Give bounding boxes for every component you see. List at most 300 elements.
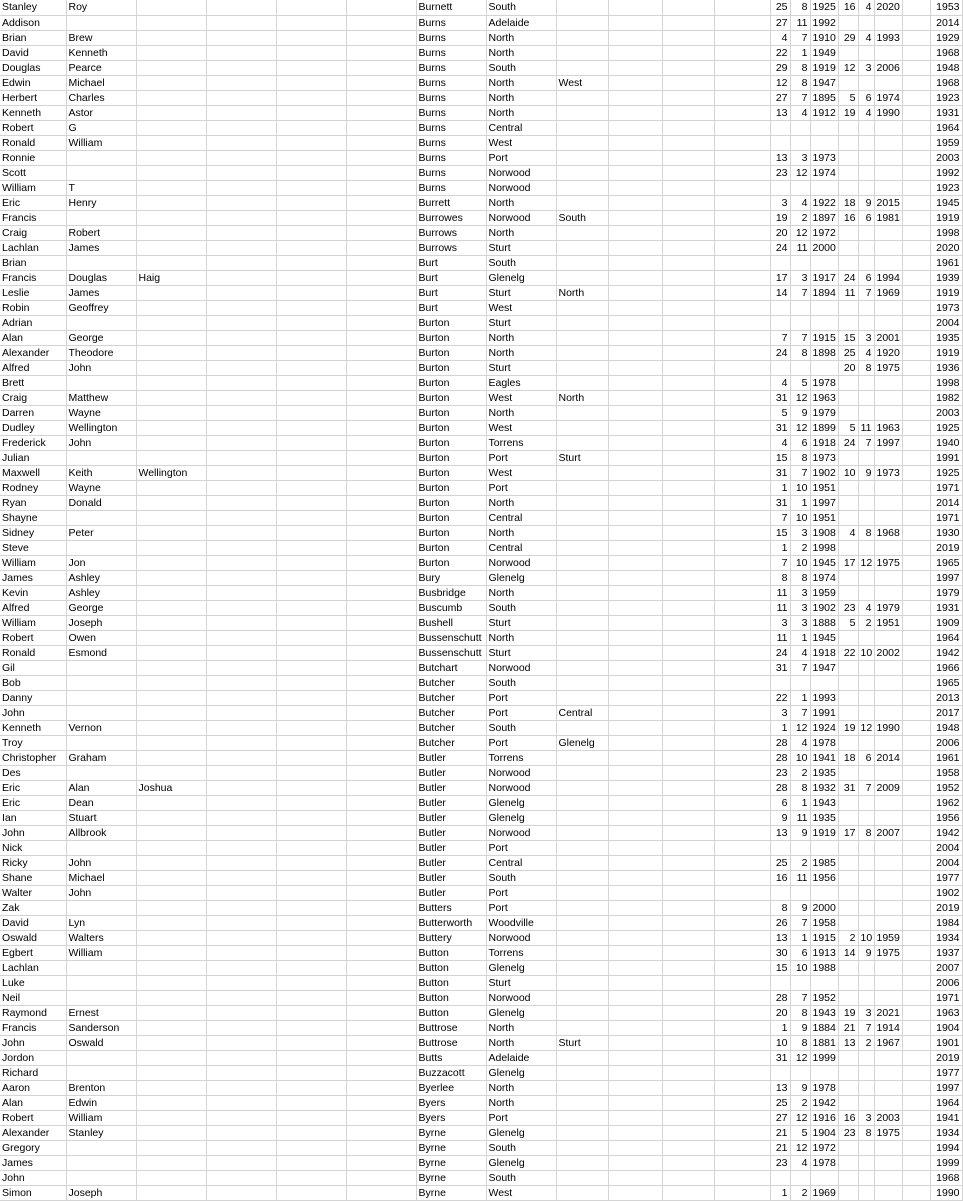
debut-year-cell[interactable]: 1968 xyxy=(930,75,962,90)
grid-cell[interactable] xyxy=(662,1170,714,1185)
middle-name-cell[interactable] xyxy=(66,1170,136,1185)
debut-year-cell[interactable]: 1958 xyxy=(930,765,962,780)
third-name-cell[interactable] xyxy=(136,945,206,960)
grid-cell[interactable] xyxy=(714,300,770,315)
club-cell[interactable]: Port xyxy=(486,150,556,165)
birth-month-cell[interactable]: 2 xyxy=(790,210,810,225)
third-name-cell[interactable] xyxy=(136,1005,206,1020)
birth-year-cell[interactable]: 1915 xyxy=(810,330,838,345)
birth-year-cell[interactable]: 1916 xyxy=(810,1110,838,1125)
death-year-cell[interactable]: 1959 xyxy=(874,930,902,945)
grid-cell[interactable] xyxy=(902,405,930,420)
death-year-cell[interactable]: 2015 xyxy=(874,195,902,210)
grid-cell[interactable] xyxy=(662,630,714,645)
first-name-cell[interactable]: Eric xyxy=(0,780,66,795)
birth-month-cell[interactable] xyxy=(790,1170,810,1185)
grid-cell[interactable] xyxy=(902,180,930,195)
grid-cell[interactable] xyxy=(346,15,416,30)
grid-cell[interactable] xyxy=(608,600,662,615)
grid-cell[interactable] xyxy=(902,480,930,495)
birth-day-cell[interactable]: 31 xyxy=(770,660,790,675)
club-cell[interactable]: Glenelg xyxy=(486,795,556,810)
grid-cell[interactable] xyxy=(902,930,930,945)
surname-cell[interactable]: Burns xyxy=(416,105,486,120)
middle-name-cell[interactable]: Vernon xyxy=(66,720,136,735)
birth-day-cell[interactable]: 1 xyxy=(770,1185,790,1200)
surname-cell[interactable]: Burrows xyxy=(416,240,486,255)
grid-cell[interactable] xyxy=(902,105,930,120)
first-name-cell[interactable]: Edwin xyxy=(0,75,66,90)
third-name-cell[interactable] xyxy=(136,105,206,120)
grid-cell[interactable] xyxy=(276,570,346,585)
first-name-cell[interactable]: Darren xyxy=(0,405,66,420)
grid-cell[interactable] xyxy=(714,945,770,960)
birth-year-cell[interactable]: 1932 xyxy=(810,780,838,795)
death-year-cell[interactable] xyxy=(874,375,902,390)
middle-name-cell[interactable]: Astor xyxy=(66,105,136,120)
grid-cell[interactable] xyxy=(346,315,416,330)
grid-cell[interactable] xyxy=(714,600,770,615)
birth-year-cell[interactable]: 1979 xyxy=(810,405,838,420)
first-name-cell[interactable]: Neil xyxy=(0,990,66,1005)
grid-cell[interactable] xyxy=(662,615,714,630)
death-year-cell[interactable] xyxy=(874,495,902,510)
death-month-cell[interactable]: 7 xyxy=(858,285,874,300)
death-month-cell[interactable]: 9 xyxy=(858,945,874,960)
grid-cell[interactable] xyxy=(662,945,714,960)
death-month-cell[interactable] xyxy=(858,885,874,900)
grid-cell[interactable] xyxy=(608,1035,662,1050)
grid-cell[interactable] xyxy=(608,195,662,210)
death-month-cell[interactable] xyxy=(858,705,874,720)
grid-cell[interactable] xyxy=(346,180,416,195)
death-year-cell[interactable] xyxy=(874,975,902,990)
death-year-cell[interactable]: 1975 xyxy=(874,945,902,960)
debut-year-cell[interactable]: 1984 xyxy=(930,915,962,930)
debut-year-cell[interactable]: 2003 xyxy=(930,150,962,165)
third-name-cell[interactable] xyxy=(136,510,206,525)
debut-year-cell[interactable]: 1934 xyxy=(930,930,962,945)
third-name-cell[interactable] xyxy=(136,615,206,630)
club-cell[interactable]: Glenelg xyxy=(486,810,556,825)
second-club-cell[interactable]: North xyxy=(556,285,608,300)
debut-year-cell[interactable]: 2004 xyxy=(930,840,962,855)
birth-day-cell[interactable]: 15 xyxy=(770,525,790,540)
surname-cell[interactable]: Burns xyxy=(416,75,486,90)
surname-cell[interactable]: Burrowes xyxy=(416,210,486,225)
birth-month-cell[interactable]: 4 xyxy=(790,735,810,750)
grid-cell[interactable] xyxy=(346,735,416,750)
middle-name-cell[interactable]: Matthew xyxy=(66,390,136,405)
first-name-cell[interactable]: Kenneth xyxy=(0,720,66,735)
middle-name-cell[interactable]: James xyxy=(66,240,136,255)
death-year-cell[interactable] xyxy=(874,840,902,855)
birth-year-cell[interactable]: 1922 xyxy=(810,195,838,210)
grid-cell[interactable] xyxy=(206,225,276,240)
birth-month-cell[interactable]: 8 xyxy=(790,0,810,15)
surname-cell[interactable]: Butts xyxy=(416,1050,486,1065)
death-day-cell[interactable] xyxy=(838,1050,858,1065)
grid-cell[interactable] xyxy=(714,60,770,75)
death-day-cell[interactable] xyxy=(838,975,858,990)
birth-year-cell[interactable]: 1949 xyxy=(810,45,838,60)
birth-year-cell[interactable]: 1956 xyxy=(810,870,838,885)
birth-year-cell[interactable]: 1943 xyxy=(810,795,838,810)
surname-cell[interactable]: Butler xyxy=(416,795,486,810)
grid-cell[interactable] xyxy=(346,585,416,600)
third-name-cell[interactable] xyxy=(136,915,206,930)
second-club-cell[interactable] xyxy=(556,525,608,540)
surname-cell[interactable]: Burton xyxy=(416,420,486,435)
birth-day-cell[interactable]: 14 xyxy=(770,285,790,300)
grid-cell[interactable] xyxy=(276,735,346,750)
grid-cell[interactable] xyxy=(902,1125,930,1140)
grid-cell[interactable] xyxy=(608,30,662,45)
birth-year-cell[interactable]: 1999 xyxy=(810,1050,838,1065)
grid-cell[interactable] xyxy=(608,540,662,555)
grid-cell[interactable] xyxy=(206,1110,276,1125)
grid-cell[interactable] xyxy=(902,570,930,585)
birth-year-cell[interactable]: 1963 xyxy=(810,390,838,405)
grid-cell[interactable] xyxy=(346,555,416,570)
grid-cell[interactable] xyxy=(902,255,930,270)
first-name-cell[interactable]: Jordon xyxy=(0,1050,66,1065)
debut-year-cell[interactable]: 2014 xyxy=(930,495,962,510)
grid-cell[interactable] xyxy=(662,60,714,75)
death-day-cell[interactable]: 18 xyxy=(838,750,858,765)
debut-year-cell[interactable]: 1953 xyxy=(930,0,962,15)
surname-cell[interactable]: Burrows xyxy=(416,225,486,240)
grid-cell[interactable] xyxy=(346,45,416,60)
birth-month-cell[interactable]: 12 xyxy=(790,1140,810,1155)
middle-name-cell[interactable]: Brew xyxy=(66,30,136,45)
debut-year-cell[interactable]: 1961 xyxy=(930,750,962,765)
death-month-cell[interactable]: 10 xyxy=(858,930,874,945)
birth-year-cell[interactable] xyxy=(810,1065,838,1080)
death-year-cell[interactable]: 1990 xyxy=(874,105,902,120)
death-year-cell[interactable] xyxy=(874,405,902,420)
birth-year-cell[interactable]: 1924 xyxy=(810,720,838,735)
grid-cell[interactable] xyxy=(662,150,714,165)
second-club-cell[interactable] xyxy=(556,195,608,210)
second-club-cell[interactable] xyxy=(556,1065,608,1080)
surname-cell[interactable]: Butterworth xyxy=(416,915,486,930)
birth-year-cell[interactable]: 1985 xyxy=(810,855,838,870)
grid-cell[interactable] xyxy=(276,330,346,345)
death-month-cell[interactable] xyxy=(858,1170,874,1185)
debut-year-cell[interactable]: 1971 xyxy=(930,480,962,495)
birth-day-cell[interactable] xyxy=(770,840,790,855)
birth-day-cell[interactable]: 25 xyxy=(770,855,790,870)
second-club-cell[interactable] xyxy=(556,1185,608,1200)
death-year-cell[interactable]: 2007 xyxy=(874,825,902,840)
middle-name-cell[interactable]: John xyxy=(66,435,136,450)
third-name-cell[interactable] xyxy=(136,900,206,915)
grid-cell[interactable] xyxy=(206,915,276,930)
birth-day-cell[interactable]: 25 xyxy=(770,0,790,15)
grid-cell[interactable] xyxy=(276,195,346,210)
first-name-cell[interactable]: John xyxy=(0,825,66,840)
grid-cell[interactable] xyxy=(206,1170,276,1185)
death-year-cell[interactable] xyxy=(874,630,902,645)
grid-cell[interactable] xyxy=(902,615,930,630)
debut-year-cell[interactable]: 1904 xyxy=(930,1020,962,1035)
grid-cell[interactable] xyxy=(662,1155,714,1170)
grid-cell[interactable] xyxy=(346,855,416,870)
death-month-cell[interactable] xyxy=(858,795,874,810)
grid-cell[interactable] xyxy=(346,540,416,555)
first-name-cell[interactable]: David xyxy=(0,915,66,930)
grid-cell[interactable] xyxy=(608,45,662,60)
birth-month-cell[interactable]: 4 xyxy=(790,105,810,120)
birth-month-cell[interactable] xyxy=(790,360,810,375)
grid-cell[interactable] xyxy=(206,90,276,105)
grid-cell[interactable] xyxy=(662,525,714,540)
birth-year-cell[interactable]: 1899 xyxy=(810,420,838,435)
surname-cell[interactable]: Byrne xyxy=(416,1155,486,1170)
grid-cell[interactable] xyxy=(276,165,346,180)
grid-cell[interactable] xyxy=(662,720,714,735)
grid-cell[interactable] xyxy=(276,750,346,765)
grid-cell[interactable] xyxy=(206,555,276,570)
grid-cell[interactable] xyxy=(206,1080,276,1095)
debut-year-cell[interactable]: 1948 xyxy=(930,720,962,735)
grid-cell[interactable] xyxy=(276,30,346,45)
grid-cell[interactable] xyxy=(902,1005,930,1020)
grid-cell[interactable] xyxy=(206,495,276,510)
second-club-cell[interactable] xyxy=(556,660,608,675)
grid-cell[interactable] xyxy=(902,390,930,405)
grid-cell[interactable] xyxy=(714,240,770,255)
death-day-cell[interactable]: 16 xyxy=(838,1110,858,1125)
grid-cell[interactable] xyxy=(662,1185,714,1200)
grid-cell[interactable] xyxy=(276,300,346,315)
first-name-cell[interactable]: Alfred xyxy=(0,360,66,375)
death-month-cell[interactable] xyxy=(858,495,874,510)
club-cell[interactable]: Port xyxy=(486,705,556,720)
grid-cell[interactable] xyxy=(714,375,770,390)
grid-cell[interactable] xyxy=(662,180,714,195)
grid-cell[interactable] xyxy=(206,1185,276,1200)
grid-cell[interactable] xyxy=(662,870,714,885)
grid-cell[interactable] xyxy=(608,660,662,675)
club-cell[interactable]: North xyxy=(486,525,556,540)
second-club-cell[interactable] xyxy=(556,645,608,660)
grid-cell[interactable] xyxy=(346,720,416,735)
debut-year-cell[interactable]: 2020 xyxy=(930,240,962,255)
grid-cell[interactable] xyxy=(714,270,770,285)
third-name-cell[interactable] xyxy=(136,1185,206,1200)
grid-cell[interactable] xyxy=(346,1140,416,1155)
third-name-cell[interactable] xyxy=(136,930,206,945)
third-name-cell[interactable] xyxy=(136,180,206,195)
grid-cell[interactable] xyxy=(662,15,714,30)
grid-cell[interactable] xyxy=(346,375,416,390)
middle-name-cell[interactable]: William xyxy=(66,1110,136,1125)
club-cell[interactable]: South xyxy=(486,720,556,735)
grid-cell[interactable] xyxy=(902,1140,930,1155)
birth-day-cell[interactable]: 28 xyxy=(770,750,790,765)
grid-cell[interactable] xyxy=(206,885,276,900)
birth-day-cell[interactable]: 13 xyxy=(770,150,790,165)
first-name-cell[interactable]: Richard xyxy=(0,1065,66,1080)
debut-year-cell[interactable]: 1977 xyxy=(930,870,962,885)
club-cell[interactable]: Norwood xyxy=(486,210,556,225)
death-year-cell[interactable]: 2003 xyxy=(874,1110,902,1125)
grid-cell[interactable] xyxy=(206,525,276,540)
grid-cell[interactable] xyxy=(902,555,930,570)
death-month-cell[interactable] xyxy=(858,690,874,705)
death-year-cell[interactable] xyxy=(874,180,902,195)
birth-month-cell[interactable]: 4 xyxy=(790,1155,810,1170)
grid-cell[interactable] xyxy=(346,1080,416,1095)
birth-year-cell[interactable] xyxy=(810,360,838,375)
third-name-cell[interactable] xyxy=(136,960,206,975)
birth-month-cell[interactable] xyxy=(790,675,810,690)
grid-cell[interactable] xyxy=(206,285,276,300)
third-name-cell[interactable] xyxy=(136,225,206,240)
grid-cell[interactable] xyxy=(662,510,714,525)
birth-day-cell[interactable]: 28 xyxy=(770,735,790,750)
grid-cell[interactable] xyxy=(902,600,930,615)
grid-cell[interactable] xyxy=(608,1095,662,1110)
debut-year-cell[interactable]: 1925 xyxy=(930,420,962,435)
debut-year-cell[interactable]: 2007 xyxy=(930,960,962,975)
third-name-cell[interactable] xyxy=(136,840,206,855)
grid-cell[interactable] xyxy=(902,675,930,690)
third-name-cell[interactable] xyxy=(136,285,206,300)
third-name-cell[interactable] xyxy=(136,255,206,270)
birth-month-cell[interactable]: 8 xyxy=(790,75,810,90)
grid-cell[interactable] xyxy=(714,855,770,870)
debut-year-cell[interactable]: 2014 xyxy=(930,15,962,30)
grid-cell[interactable] xyxy=(346,900,416,915)
birth-day-cell[interactable] xyxy=(770,255,790,270)
second-club-cell[interactable] xyxy=(556,0,608,15)
death-month-cell[interactable]: 8 xyxy=(858,360,874,375)
grid-cell[interactable] xyxy=(902,270,930,285)
surname-cell[interactable]: Burton xyxy=(416,405,486,420)
grid-cell[interactable] xyxy=(346,660,416,675)
grid-cell[interactable] xyxy=(608,240,662,255)
third-name-cell[interactable] xyxy=(136,675,206,690)
grid-cell[interactable] xyxy=(608,840,662,855)
second-club-cell[interactable]: North xyxy=(556,390,608,405)
birth-year-cell[interactable]: 1941 xyxy=(810,750,838,765)
birth-year-cell[interactable]: 1974 xyxy=(810,570,838,585)
club-cell[interactable]: West xyxy=(486,135,556,150)
death-month-cell[interactable] xyxy=(858,855,874,870)
grid-cell[interactable] xyxy=(662,1095,714,1110)
birth-year-cell[interactable]: 1904 xyxy=(810,1125,838,1140)
surname-cell[interactable]: Buttrose xyxy=(416,1020,486,1035)
club-cell[interactable]: Port xyxy=(486,480,556,495)
grid-cell[interactable] xyxy=(608,855,662,870)
death-month-cell[interactable]: 3 xyxy=(858,1110,874,1125)
death-month-cell[interactable] xyxy=(858,135,874,150)
birth-month-cell[interactable]: 5 xyxy=(790,375,810,390)
birth-year-cell[interactable]: 1947 xyxy=(810,75,838,90)
grid-cell[interactable] xyxy=(714,555,770,570)
birth-year-cell[interactable] xyxy=(810,885,838,900)
grid-cell[interactable] xyxy=(662,1020,714,1035)
grid-cell[interactable] xyxy=(714,120,770,135)
third-name-cell[interactable] xyxy=(136,390,206,405)
birth-month-cell[interactable]: 7 xyxy=(790,705,810,720)
birth-year-cell[interactable]: 1918 xyxy=(810,435,838,450)
surname-cell[interactable]: Buscumb xyxy=(416,600,486,615)
grid-cell[interactable] xyxy=(206,1035,276,1050)
second-club-cell[interactable] xyxy=(556,60,608,75)
grid-cell[interactable] xyxy=(276,825,346,840)
birth-year-cell[interactable]: 1942 xyxy=(810,1095,838,1110)
birth-day-cell[interactable]: 21 xyxy=(770,1125,790,1140)
birth-day-cell[interactable]: 7 xyxy=(770,555,790,570)
surname-cell[interactable]: Burton xyxy=(416,495,486,510)
third-name-cell[interactable] xyxy=(136,1065,206,1080)
birth-day-cell[interactable] xyxy=(770,1170,790,1185)
grid-cell[interactable] xyxy=(608,510,662,525)
debut-year-cell[interactable]: 2006 xyxy=(930,735,962,750)
birth-month-cell[interactable]: 10 xyxy=(790,480,810,495)
grid-cell[interactable] xyxy=(714,930,770,945)
surname-cell[interactable]: Butler xyxy=(416,870,486,885)
middle-name-cell[interactable] xyxy=(66,975,136,990)
grid-cell[interactable] xyxy=(276,150,346,165)
surname-cell[interactable]: Button xyxy=(416,990,486,1005)
first-name-cell[interactable]: John xyxy=(0,705,66,720)
grid-cell[interactable] xyxy=(714,765,770,780)
grid-cell[interactable] xyxy=(346,1170,416,1185)
surname-cell[interactable]: Bussenschutt xyxy=(416,645,486,660)
surname-cell[interactable]: Burns xyxy=(416,90,486,105)
birth-year-cell[interactable]: 1915 xyxy=(810,930,838,945)
grid-cell[interactable] xyxy=(608,375,662,390)
debut-year-cell[interactable]: 1937 xyxy=(930,945,962,960)
third-name-cell[interactable] xyxy=(136,1095,206,1110)
third-name-cell[interactable] xyxy=(136,1140,206,1155)
death-year-cell[interactable] xyxy=(874,960,902,975)
first-name-cell[interactable]: Robert xyxy=(0,120,66,135)
grid-cell[interactable] xyxy=(346,630,416,645)
second-club-cell[interactable] xyxy=(556,1020,608,1035)
death-year-cell[interactable]: 1967 xyxy=(874,1035,902,1050)
birth-day-cell[interactable]: 24 xyxy=(770,240,790,255)
birth-year-cell[interactable]: 1959 xyxy=(810,585,838,600)
second-club-cell[interactable] xyxy=(556,870,608,885)
third-name-cell[interactable] xyxy=(136,210,206,225)
grid-cell[interactable] xyxy=(662,930,714,945)
third-name-cell[interactable] xyxy=(136,135,206,150)
birth-month-cell[interactable] xyxy=(790,315,810,330)
grid-cell[interactable] xyxy=(346,570,416,585)
birth-year-cell[interactable]: 1973 xyxy=(810,150,838,165)
middle-name-cell[interactable] xyxy=(66,675,136,690)
first-name-cell[interactable]: Walter xyxy=(0,885,66,900)
death-day-cell[interactable]: 10 xyxy=(838,465,858,480)
surname-cell[interactable]: Butler xyxy=(416,840,486,855)
club-cell[interactable]: Adelaide xyxy=(486,1050,556,1065)
death-year-cell[interactable] xyxy=(874,450,902,465)
grid-cell[interactable] xyxy=(346,390,416,405)
first-name-cell[interactable]: Kenneth xyxy=(0,105,66,120)
second-club-cell[interactable] xyxy=(556,765,608,780)
middle-name-cell[interactable]: Geoffrey xyxy=(66,300,136,315)
middle-name-cell[interactable]: George xyxy=(66,600,136,615)
birth-year-cell[interactable] xyxy=(810,300,838,315)
grid-cell[interactable] xyxy=(902,630,930,645)
death-month-cell[interactable] xyxy=(858,150,874,165)
